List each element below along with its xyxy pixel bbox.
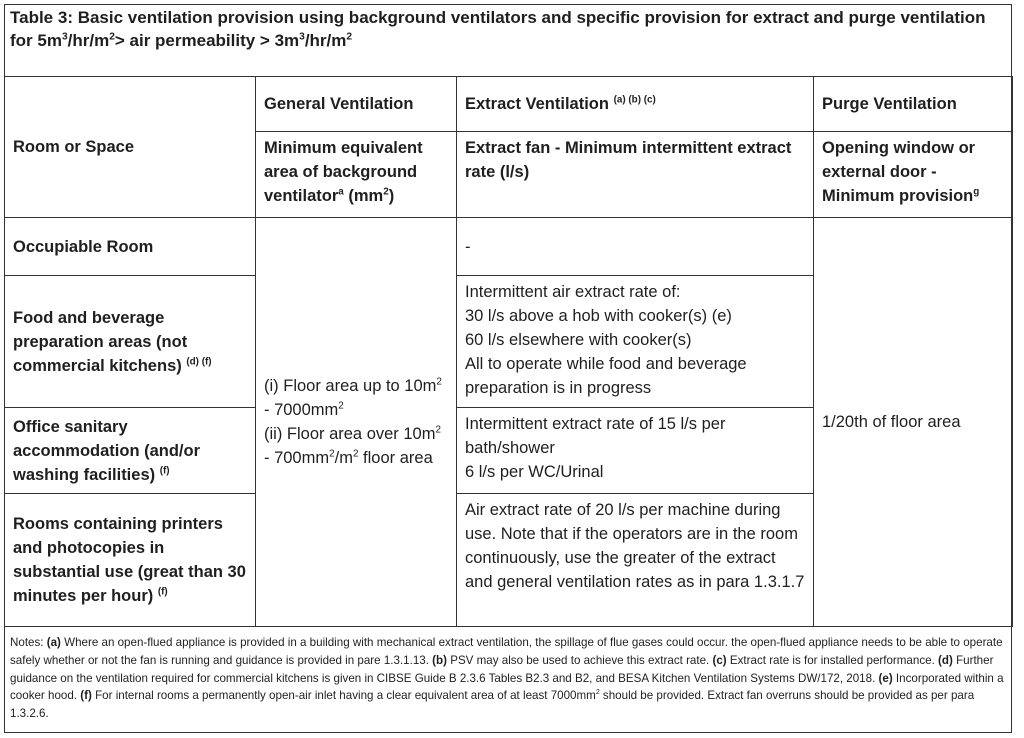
general-text: - 7000mm <box>264 401 339 419</box>
header-general-sub-sup: a <box>338 186 344 198</box>
general-sup: 2 <box>329 448 335 460</box>
extract-text: 60 l/s elsewhere with cooker(s) <box>465 331 692 349</box>
caption-text: > air permeability > 3m <box>114 31 300 50</box>
purge-ventilation-merged: 1/20th of floor area <box>814 218 1013 627</box>
note-tag: (a) <box>46 636 61 649</box>
extract-text: Intermittent air extract rate of: <box>465 283 681 301</box>
header-general-sub-sup: 2 <box>383 186 389 198</box>
caption-sup: 3 <box>61 31 68 43</box>
general-sup: 2 <box>338 400 344 412</box>
header-purge-sub <box>814 132 1013 218</box>
caption-text: /hr/m <box>304 31 347 50</box>
note-tag: (b) <box>432 653 447 667</box>
note-tag: (d) <box>938 653 953 667</box>
row-office-sanitary-refs: (f) <box>159 465 170 476</box>
note-text: should be provided. Extract fan overruns should be provided as per para 1.3.2.6. <box>10 689 975 721</box>
ventilation-table <box>4 76 1013 627</box>
extract-office-sanitary <box>457 408 814 494</box>
general-text: /m <box>334 449 353 467</box>
header-purge-sub-text: Opening window or external door - Minimum provision <box>822 139 976 205</box>
general-sup: 2 <box>436 376 442 388</box>
caption-sup: 2 <box>109 31 115 43</box>
extract-occupiable-room: - <box>457 218 814 276</box>
header-room-or-space: Room or Space <box>5 77 256 218</box>
notes-lead: Notes: <box>10 636 47 649</box>
header-general-sub-text: Minimum equivalent area of background ventilator <box>264 139 423 205</box>
extract-text: 6 l/s per WC/Urinal <box>465 463 604 481</box>
table-notes <box>10 634 1005 723</box>
caption-text: Table 3: Basic ventilation provision using background ventilators and specific provision for extract and purge ventilation for 5m <box>10 8 986 50</box>
note-sup: 2 <box>595 689 600 697</box>
header-general-sub-text: ) <box>388 187 395 205</box>
row-food-beverage-refs: (d) (f) <box>186 356 212 367</box>
note-text: For internal rooms a permanently open-air inlet having a clear equivalent area of at least 7000mm <box>91 689 596 703</box>
general-text: floor area <box>358 449 433 467</box>
caption-sup: 3 <box>299 31 305 43</box>
general-sup: 2 <box>352 448 359 460</box>
row-printers-refs: (f) <box>157 586 168 598</box>
note-tag: (f) <box>80 689 92 703</box>
general-text: (ii) Floor area over 10m <box>264 425 436 443</box>
note-text: Extract rate is for installed performance. <box>726 653 939 667</box>
note-tag: (e) <box>878 671 893 685</box>
header-extract-sub: Extract fan - Minimum intermittent extract rate (l/s) <box>457 132 814 218</box>
row-food-beverage <box>5 276 256 408</box>
header-extract-label: Extract Ventilation <box>465 95 609 113</box>
caption-text: /hr/m <box>67 31 110 50</box>
extract-text: Intermittent extract rate of 15 l/s per bath/shower <box>465 415 726 457</box>
note-text: Incorporated within a cooker hood. <box>10 671 1004 703</box>
note-text: Where an open-flued appliance is provided in a building with mechanical extract ventilation, the spillage of flue gases could occur. the open-flued appliance needs to be able to operate safely whether or not the fan is running and guidance is provided in pare 1.3.1.13. <box>10 636 1003 667</box>
row-food-beverage-label: Food and beverage preparation areas (not commercial kitchens) <box>13 308 188 375</box>
caption-sup: 2 <box>346 31 353 43</box>
general-text: (i) Floor area up to 10m <box>264 377 437 395</box>
header-general-ventilation: General Ventilation <box>256 77 457 132</box>
row-office-sanitary <box>5 408 256 494</box>
header-extract-ventilation <box>457 77 814 132</box>
general-text: - 700mm <box>264 449 330 467</box>
extract-text: All to operate while food and beverage preparation is in progress <box>465 355 747 397</box>
header-general-sub <box>256 132 457 218</box>
row-printers-photocopiers <box>5 494 256 627</box>
header-general-sub-text: (mm <box>343 187 384 205</box>
row-office-sanitary-label: Office sanitary accommodation (and/or washing facilities) <box>13 417 201 484</box>
note-tag: (c) <box>712 653 727 667</box>
general-ventilation-merged <box>256 218 457 627</box>
header-purge-ventilation: Purge Ventilation <box>814 77 1013 132</box>
extract-food-beverage <box>457 276 814 408</box>
header-extract-refs: (a) (b) (c) <box>613 94 656 106</box>
row-printers-label: Rooms containing printers and photocopies in substantial use (great than 30 minutes per hour) <box>13 515 246 605</box>
note-text: PSV may also be used to achieve this extract rate. <box>446 653 713 667</box>
extract-printers-photocopiers: Air extract rate of 20 l/s per machine during use. Note that if the operators are in the room continuously, use the greater of the extract and general ventilation rates as in para 1.3.1.7 <box>457 494 814 627</box>
header-purge-sub-sup: g <box>973 186 980 198</box>
table-caption <box>10 6 1005 52</box>
extract-text: 30 l/s above a hob with cooker(s) (e) <box>465 307 732 325</box>
note-text: Further guidance on the ventilation required for commercial kitchens is given in CIBSE Guide B 2.3.6 Tables B2.3 and B2, and BESA Kitchen Ventilation Systems DW/172, 2018. <box>10 653 994 685</box>
row-occupiable-room: Occupiable Room <box>5 218 256 276</box>
general-sup: 2 <box>435 424 441 436</box>
